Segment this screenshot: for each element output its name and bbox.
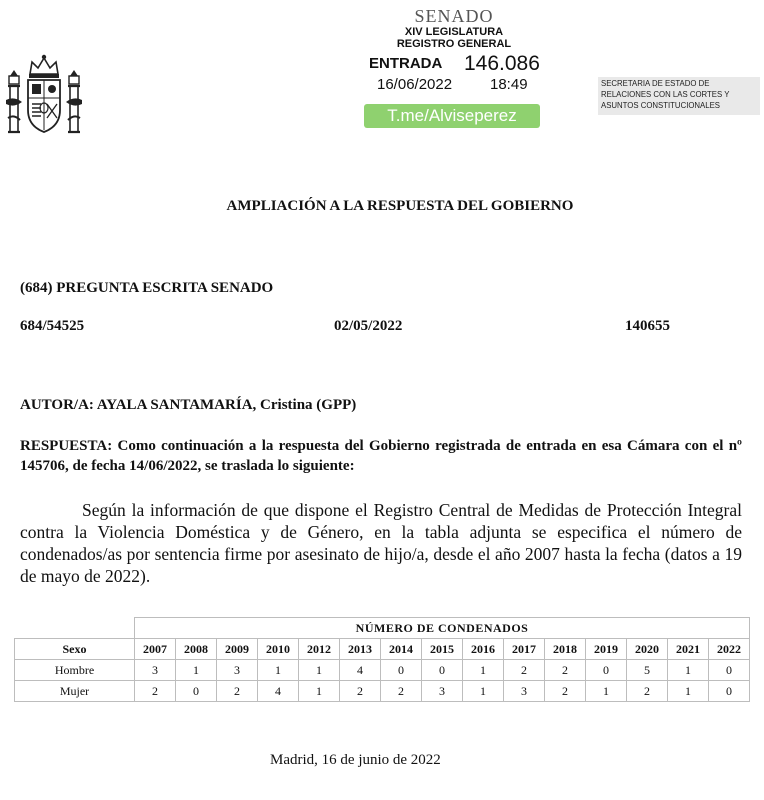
table-cell: 0	[176, 681, 217, 702]
secretaria-line: SECRETARIA DE ESTADO DE	[601, 79, 710, 88]
secretaria-header	[598, 77, 760, 115]
reference-number: 684/54525	[20, 318, 85, 334]
table-cell: 2	[545, 681, 586, 702]
table-cell: 0	[709, 681, 750, 702]
table-year-header: 2018	[545, 639, 586, 660]
table-year-header: 2007	[135, 639, 176, 660]
closing-place-date: Madrid, 16 de junio de 2022	[270, 752, 441, 768]
reference-code: 140655	[625, 318, 670, 334]
table-cell: 2	[340, 681, 381, 702]
stamp-registry: REGISTRO GENERAL	[396, 38, 512, 50]
stamp-time: 18:49	[490, 76, 528, 93]
table-year-header: 2012	[299, 639, 340, 660]
table-cell: 5	[627, 660, 668, 681]
body-text: Según la información de que dispone el Registro Central de Medidas de Protección Integral contra la Violencia Doméstica y de Género, en la tabla adjunta se especifica el número de condenados/as por sentencia firme por asesinato de hijo/a, desde el año 2007 hasta la fecha (datos a 19 de mayo de 2022).	[20, 500, 742, 586]
secretaria-line: RELACIONES CON LAS CORTES Y	[601, 90, 730, 99]
stamp-date: 16/06/2022	[377, 76, 453, 93]
secretaria-line: ASUNTOS CONSTITUCIONALES	[601, 101, 720, 110]
table-cell: 2	[381, 681, 422, 702]
table-cell: 1	[463, 681, 504, 702]
table-cell: 2	[627, 681, 668, 702]
table-year-header: 2013	[340, 639, 381, 660]
table-cell: 2	[217, 681, 258, 702]
table-cell: 2	[545, 660, 586, 681]
table-cell: 3	[422, 681, 463, 702]
table-cell: 4	[340, 660, 381, 681]
table-year-header: 2015	[422, 639, 463, 660]
table-cell: 1	[668, 660, 709, 681]
stamp-entry-label: ENTRADA	[369, 55, 443, 72]
table-year-header: 2019	[586, 639, 627, 660]
table-row-label: Mujer	[15, 681, 135, 702]
question-heading: (684) PREGUNTA ESCRITA SENADO	[20, 280, 274, 296]
table-cell: 3	[135, 660, 176, 681]
table-row-label: Hombre	[15, 660, 135, 681]
table-year-header: 2020	[627, 639, 668, 660]
table-cell: 1	[299, 681, 340, 702]
watermark-link[interactable]: T.me/Alviseperez	[364, 104, 540, 128]
convictions-table	[14, 617, 750, 702]
stamp-legislature: XIV LEGISLATURA	[404, 26, 504, 38]
coat-of-arms-icon	[4, 52, 84, 144]
table-cell: 0	[381, 660, 422, 681]
table-year-row	[15, 639, 750, 660]
table-year-header: 2021	[668, 639, 709, 660]
table-cell: 1	[463, 660, 504, 681]
table-row	[15, 681, 750, 702]
table-cell: 2	[135, 681, 176, 702]
stamp-entry-number: 146.086	[464, 52, 540, 75]
author-line: AUTOR/A: AYALA SANTAMARÍA, Cristina (GPP)	[20, 397, 357, 413]
table-cell: 3	[504, 681, 545, 702]
table-year-header: 2022	[709, 639, 750, 660]
table-cell: 4	[258, 681, 299, 702]
table-group-header-row	[15, 618, 750, 639]
table-year-header: 2008	[176, 639, 217, 660]
table-year-header: 2010	[258, 639, 299, 660]
document-title: AMPLIACIÓN A LA RESPUESTA DEL GOBIERNO	[226, 198, 574, 214]
table-cell: 1	[668, 681, 709, 702]
table-year-header: 2014	[381, 639, 422, 660]
body-paragraph	[20, 499, 742, 587]
table-group-header: NÚMERO DE CONDENADOS	[135, 618, 750, 639]
table-cell: 1	[176, 660, 217, 681]
response-intro: RESPUESTA: Como continuación a la respuesta del Gobierno registrada de entrada en esa Cámara con el nº 145706, de fecha 14/06/2022, se traslada lo siguiente:	[20, 438, 742, 474]
table-blank-cell	[15, 618, 135, 639]
table-cell: 0	[709, 660, 750, 681]
table-cell: 0	[586, 660, 627, 681]
table-year-header: 2009	[217, 639, 258, 660]
reference-date: 02/05/2022	[334, 318, 403, 334]
table-year-header: 2017	[504, 639, 545, 660]
table-row	[15, 660, 750, 681]
table-cell: 0	[422, 660, 463, 681]
table-cell: 2	[504, 660, 545, 681]
table-sexo-header: Sexo	[15, 639, 135, 660]
table-cell: 1	[299, 660, 340, 681]
table-cell: 1	[586, 681, 627, 702]
table-cell: 3	[217, 660, 258, 681]
table-cell: 1	[258, 660, 299, 681]
stamp-institution: SENADO	[414, 6, 494, 26]
table-year-header: 2016	[463, 639, 504, 660]
